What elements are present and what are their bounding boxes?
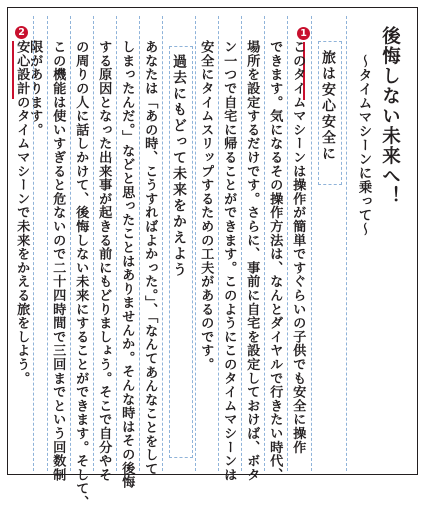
page-subtitle: 〜タイムマシーンに乗って〜 [355, 54, 372, 236]
section1-line: ン一つで自宅に帰ることができます。このようにこのタイムマシーンは [221, 40, 237, 482]
column-guide [311, 16, 312, 471]
section2-line: あなたは「あの時、こうすればよかった。」、「なんてあんなことをして [142, 40, 158, 476]
column-guide [116, 16, 117, 471]
column-guide [93, 16, 94, 471]
section2-line: する原因となった出来事が起きる前にもどりましょう。そこで自分やそ [96, 40, 112, 482]
column-guide [162, 16, 163, 471]
section1-heading: 旅は安心安全に [320, 50, 336, 162]
column-guide [47, 16, 48, 471]
section1-number-badge: 1 [297, 27, 310, 40]
section2-line: の周りの人に話しかけて、後悔しない未来にすることができます。そして、 [73, 40, 89, 509]
section2-line: この機能は使いすぎると危ないので二十四時間で三回までという回数制 [50, 40, 66, 482]
column-guide [264, 16, 265, 471]
column-guide [195, 16, 196, 471]
column-guide [33, 16, 34, 471]
page-title: 後悔しない未来へ！ [379, 26, 401, 206]
section1-line: できます。気になるその操作方法は、なんとダイヤルで行きたい時代、 [267, 40, 283, 482]
column-guide [287, 16, 288, 471]
column-guide [346, 16, 347, 471]
section3-number-badge: 2 [15, 26, 28, 39]
section1-line: このタイムマシーンは操作が簡単ですぐらいの子供でも安全に操作 [290, 40, 306, 454]
section2-heading: 過去にもどって未来をかえよう [171, 54, 187, 278]
section1-line: 安全にタイムスリップするための工夫があるのです。 [198, 40, 214, 372]
section3-line: 安心設計のタイムマシーンで未来をかえる旅をしよう。 [14, 40, 30, 385]
column-guide [70, 16, 71, 471]
column-guide [241, 16, 242, 471]
column-guide [139, 16, 140, 471]
section2-line: しまったんだ。」などと思ったことはありませんか。そんな時はその後悔 [119, 40, 135, 489]
section2-line: 限があります。 [27, 40, 43, 137]
section1-line: 場所を設定するだけです。さらに、事前に自宅を設定しておけば、ボタ [244, 40, 260, 482]
column-guide [218, 16, 219, 471]
